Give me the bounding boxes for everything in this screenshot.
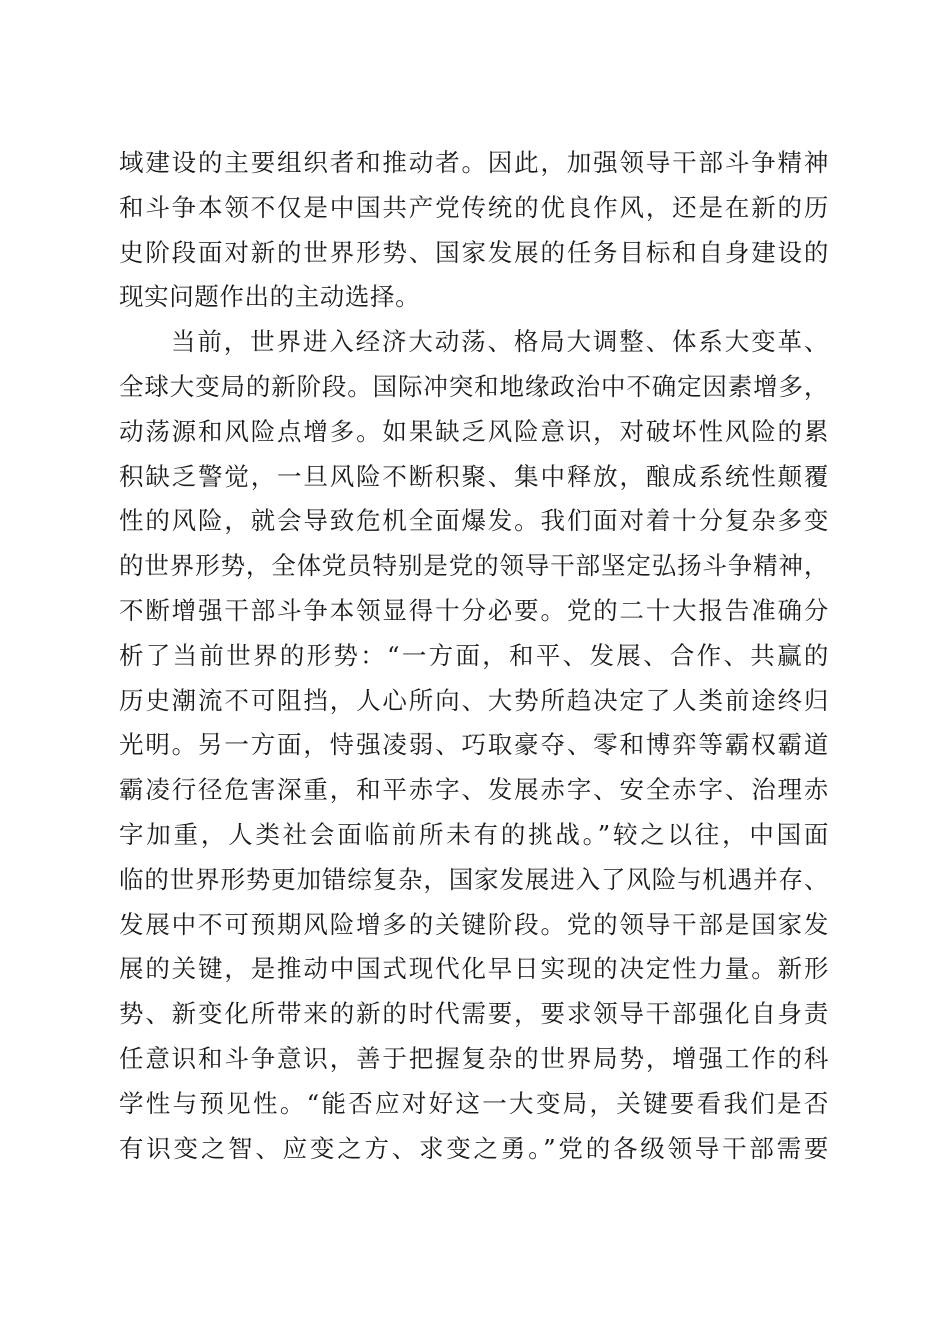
text-line: 积缺乏警觉，一旦风险不断积聚、集中释放，酿成系统性颠覆 <box>119 461 829 491</box>
document-body <box>119 141 829 1171</box>
text-line: 学性与预见性。“能否应对好这一大变局，关键要看我们是否 <box>119 1088 829 1118</box>
text-line: 不断增强干部斗争本领显得十分必要。党的二十大报告准确分 <box>119 595 829 625</box>
text-line: 有识变之智、应变之方、求变之勇。”党的各级领导干部需要 <box>119 1133 829 1163</box>
text-line: 析了当前世界的形势：“一方面，和平、发展、合作、共赢的 <box>119 640 829 670</box>
text-line: 的世界形势，全体党员特别是党的领导干部坚定弘扬斗争精神， <box>119 551 829 581</box>
text-line: 光明。另一方面，恃强凌弱、巧取豪夺、零和博弈等霸权霸道 <box>119 730 829 760</box>
paragraph <box>119 320 829 1171</box>
text-line: 和斗争本领不仅是中国共产党传统的优良作风，还是在新的历 <box>119 192 829 222</box>
text-line: 史阶段面对新的世界形势、国家发展的任务目标和自身建设的 <box>119 237 829 267</box>
text-line: 全球大变局的新阶段。国际冲突和地缘政治中不确定因素增多， <box>119 371 829 401</box>
text-line: 任意识和斗争意识，善于把握复杂的世界局势，增强工作的科 <box>119 1043 829 1073</box>
text-line: 展的关键，是推动中国式现代化早日实现的决定性力量。新形 <box>119 954 829 984</box>
text-line: 势、新变化所带来的新的时代需要，要求领导干部强化自身责 <box>119 999 829 1029</box>
text-line: 当前，世界进入经济大动荡、格局大调整、体系大变革、 <box>171 327 829 357</box>
paragraph <box>119 141 829 320</box>
text-line: 霸凌行径危害深重，和平赤字、发展赤字、安全赤字、治理赤 <box>119 775 829 805</box>
text-line: 现实问题作出的主动选择。 <box>119 282 421 312</box>
text-line: 发展中不可预期风险增多的关键阶段。党的领导干部是国家发 <box>119 909 829 939</box>
text-line: 字加重，人类社会面临前所未有的挑战。”较之以往，中国面 <box>119 819 829 849</box>
text-line: 动荡源和风险点增多。如果缺乏风险意识，对破坏性风险的累 <box>119 416 829 446</box>
text-line: 历史潮流不可阻挡，人心所向、大势所趋决定了人类前途终归 <box>119 685 829 715</box>
text-line: 临的世界形势更加错综复杂，国家发展进入了风险与机遇并存、 <box>119 864 829 894</box>
text-line: 域建设的主要组织者和推动者。因此，加强领导干部斗争精神 <box>119 148 829 177</box>
text-line: 性的风险，就会导致危机全面爆发。我们面对着十分复杂多变 <box>119 506 829 536</box>
